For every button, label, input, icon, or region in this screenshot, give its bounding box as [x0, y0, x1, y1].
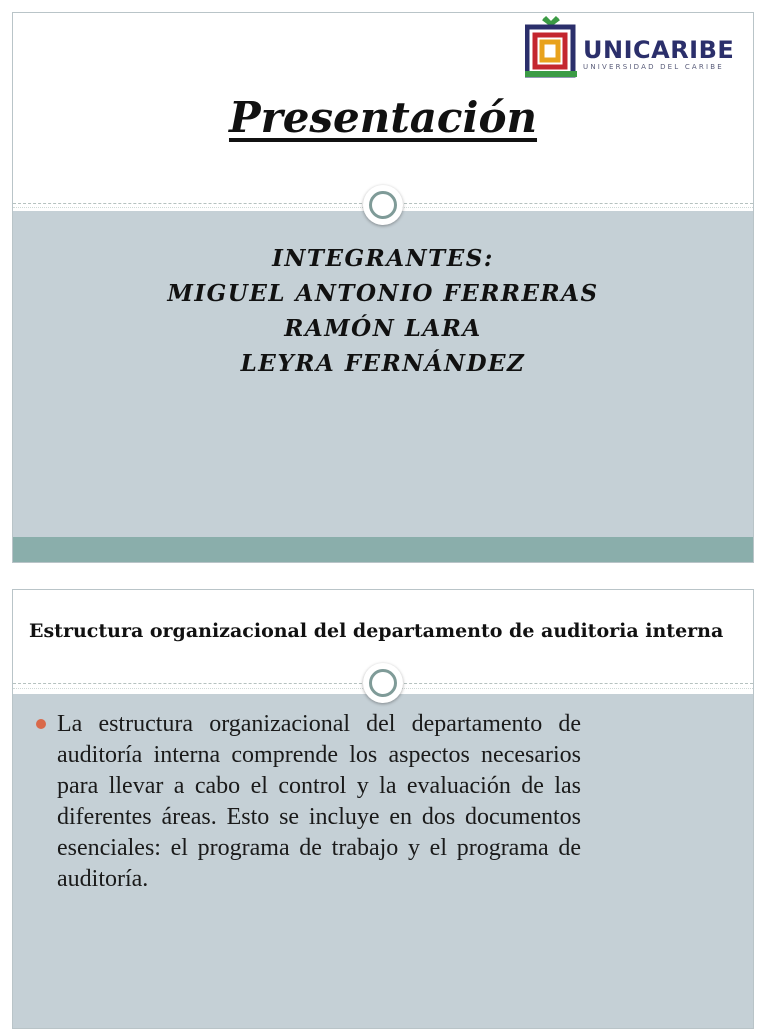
bullet-icon — [36, 719, 46, 729]
ring-ornament-icon — [363, 185, 403, 225]
slide-title: Estructura organizacional del departamento de auditoria interna — [29, 620, 724, 642]
ring-ornament-icon — [363, 663, 403, 703]
members-list — [13, 241, 753, 381]
slide-estructura — [12, 589, 754, 1029]
logo-text — [583, 37, 734, 71]
member-name: RAMÓN LARA — [284, 315, 482, 342]
member-name: MIGUEL ANTONIO FERRERAS — [167, 280, 599, 307]
members-heading: INTEGRANTES: — [272, 245, 494, 272]
member-name: LEYRA FERNÁNDEZ — [240, 350, 526, 377]
logo-subtitle: UNIVERSIDAD DEL CARIBE — [583, 63, 724, 71]
slide-presentacion — [12, 12, 754, 563]
slide-title: Presentación — [228, 93, 538, 142]
bullet-text: La estructura organizacional del departamento de auditoría interna comprende los aspectos necesarios para llevar a cabo el control y la evaluación de las diferentes áreas. Esto se incluye en dos documentos esenciales: el programa de trabajo y el programa de auditoría. — [57, 711, 581, 892]
unicaribe-logo-mark-icon — [525, 15, 577, 79]
logo-name: UNICARIBE — [583, 36, 735, 64]
unicaribe-logo — [525, 15, 740, 79]
footer-band — [13, 537, 753, 563]
